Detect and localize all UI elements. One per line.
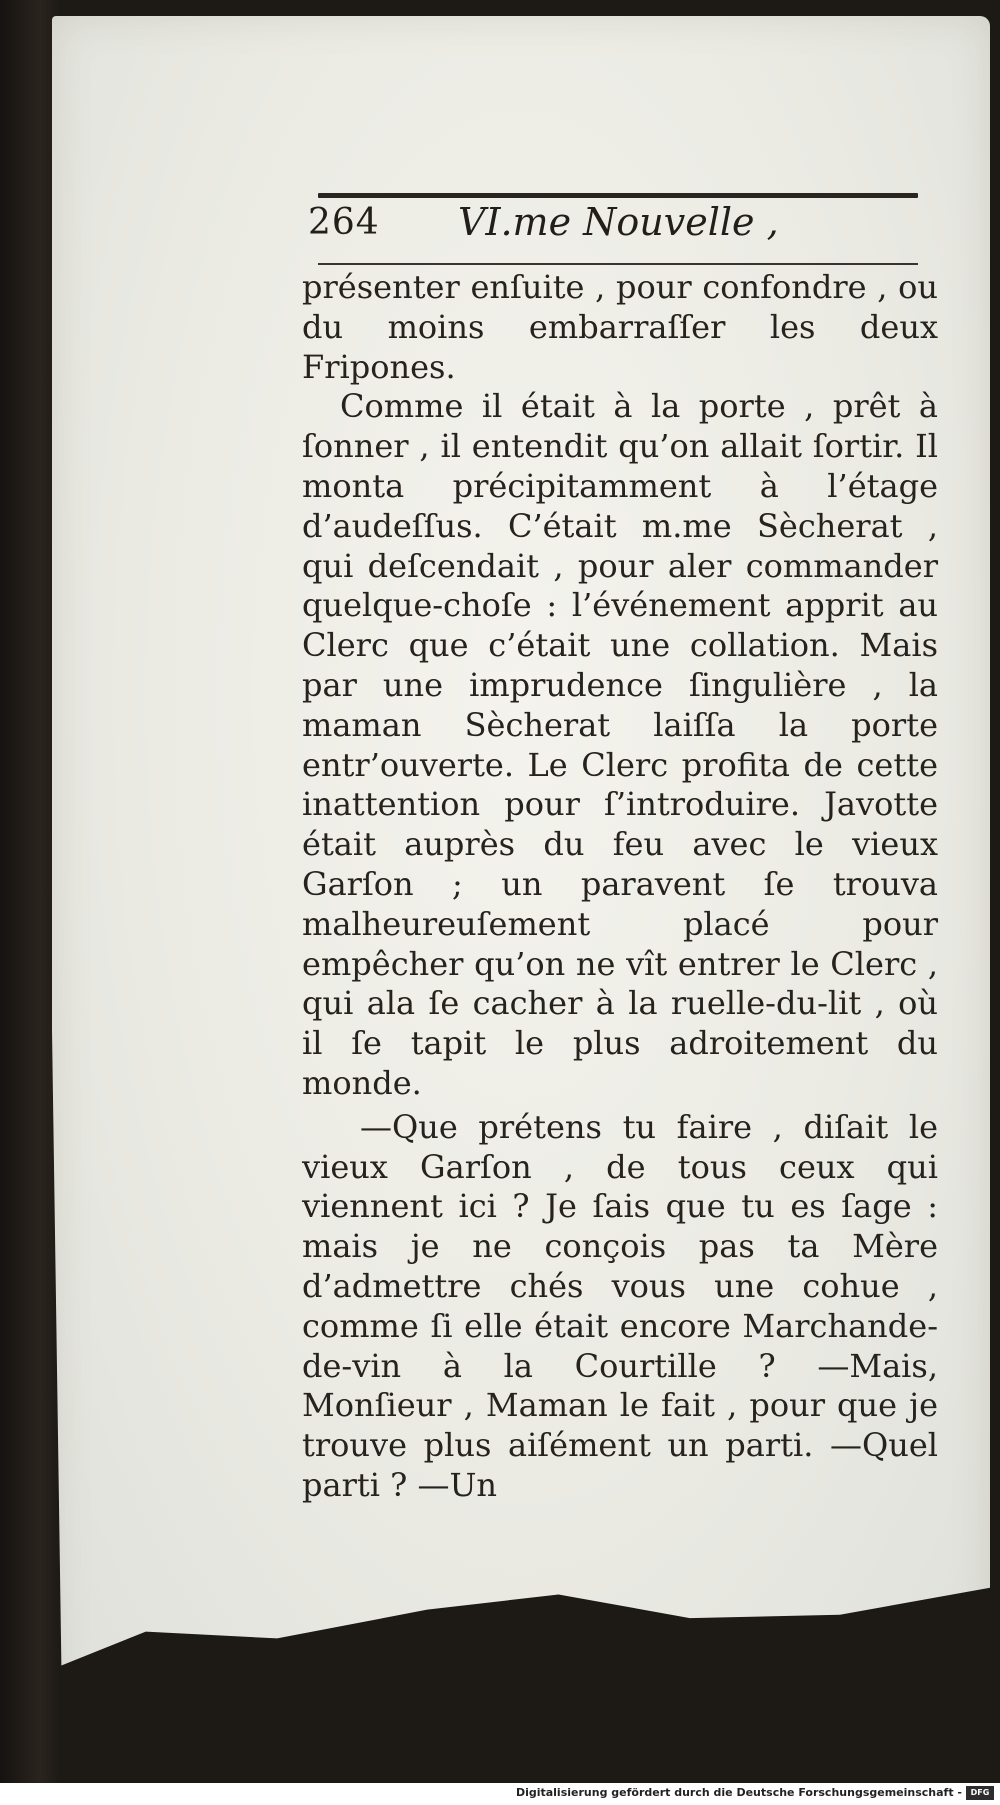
- digitization-credit: Digitalisierung gefördert durch die Deutsche Forschungsgemeinschaft -: [515, 1786, 962, 1799]
- header-rule-bottom: [318, 263, 918, 265]
- page-number: 264: [308, 202, 380, 243]
- running-title: VI.me Nouvelle ,: [458, 200, 779, 244]
- paragraph: Comme il était à la porte , prêt à ſonner , il entendit qu’on allait ſortir. Il monta précipitamment à l’étage d’audeſſus. C’était m.me Sècherat , qui deſcendait , pour aler commander quelque-choſe : l’événement apprit au Clerc que c’était une collation. Mais par une imprudence ſingulière , la maman Sècherat laiſſa la porte entr’ouverte. Le Clerc profita de cette inattention pour ſ’introduire. Javotte était auprès du feu avec le vieux Garſon ; un paravent ſe trouva malheureuſement placé pour empêcher qu’on ne vît entrer le Clerc , qui ala ſe cacher à la ruelle-du-lit , où il ſe tapit le plus adroitement du monde.: [302, 387, 938, 1102]
- dfg-logo-icon: DFG: [966, 1786, 994, 1800]
- running-head: [308, 198, 920, 260]
- paragraph-dialogue: —Que prétens tu faire , diſait le vieux Garſon , de tous ceux qui viennent ici ? Je ſais que tu es ſage : mais je ne conçois pas ta Mère d’admettre chés vous une cohue , comme ſi elle était encore Marchande-de-vin à la Courtille ? —Mais, Monſieur , Maman le fait , pour que je trouve plus aiſément un parti. —Quel parti ? —Un: [302, 1107, 938, 1504]
- paragraph-continuation: présenter enſuite , pour confondre , ou du moins embarraſſer les deux Fripones.: [302, 268, 938, 386]
- body-text: [302, 268, 938, 1506]
